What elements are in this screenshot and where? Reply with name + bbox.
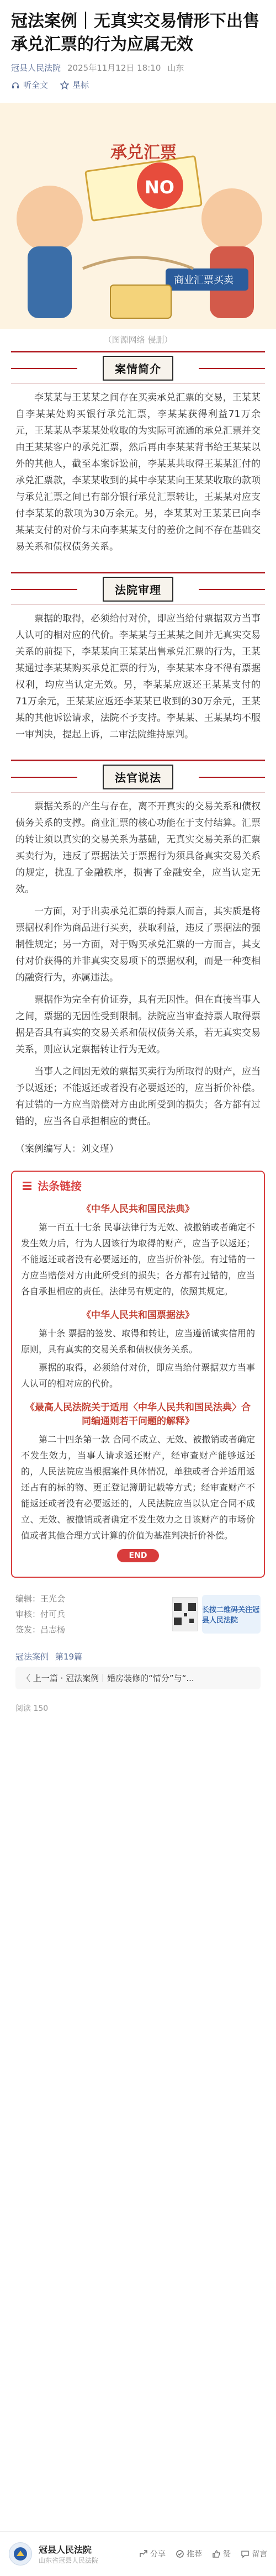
recommend-label: 推荐 (187, 2550, 202, 2559)
like-button[interactable] (212, 2548, 231, 2559)
listen-button[interactable] (11, 79, 48, 91)
credits-list (15, 1591, 65, 1637)
tag-case[interactable]: 冠法案例 (15, 1652, 49, 1662)
account-sub: 山东省冠县人民法院 (39, 2557, 99, 2564)
section-case-intro-title: 案情简介 (103, 356, 173, 381)
law-para-civil-code-1: 第一百五十七条 民事法律行为无效、被撤销或者确定不发生效力后，行为人因该行为取得的财产，应当予以返还；不能返还或者没有必要返还的，应当折价补偿。有过错的一方应当赔偿对方由此所受到的损失；各方都有过错的，应当各自承担相应的责任。法律另有规定的，依照其规定。 (21, 1222, 255, 1297)
share-icon (139, 2549, 148, 2558)
follow-banner[interactable]: 长按二维码关注冠县人民法院 (202, 1595, 261, 1634)
qr-area[interactable] (172, 1595, 261, 1634)
credit-editor: 编辑：王光会 (15, 1594, 66, 1604)
thumb-up-icon (212, 2549, 221, 2558)
end-badge (21, 1549, 255, 1562)
law-name-bill-law: 《中华人民共和国票据法》 (82, 1310, 194, 1321)
tags-row (15, 1651, 261, 1662)
star-icon (60, 81, 69, 89)
law-links-title: 法条链接 (38, 1179, 82, 1193)
credits-area (15, 1591, 261, 1637)
hero-bank-label: 商业汇票买卖 (174, 275, 233, 286)
bottom-bar (0, 2531, 276, 2576)
account-avatar[interactable] (9, 2542, 32, 2566)
recommend-icon (176, 2549, 184, 2558)
footer-actions (139, 2548, 267, 2559)
qr-svg (173, 1602, 197, 1626)
comment-button[interactable] (241, 2548, 267, 2559)
comment-label: 留言 (252, 2550, 267, 2559)
trial-paragraph: 票据的取得，必须给付对价，即应当给付票据双方当事人认可的相对应的代价。李某某与王某某之间并无真实交易关系的前提下，李某某向王某某出售承兑汇票的行为，王某某通过李某某购买承兑汇票的行为，李某某本身不得有票据权利，均应当认定无效。另，李某某应返还王某某支付的71万余元，王某某应返还李某某已收到的30万余元，王某某的其他诉讼请求，法院不予支持。李某某、王某某均不服一审判决，提起上诉，二审法院维持原判。 (15, 613, 261, 740)
hero-bill-label: 承兑汇票 (110, 143, 177, 162)
law-links-header (21, 1177, 255, 1193)
hero-illustration-svg (0, 103, 276, 329)
article-title: 冠法案例｜无真实交易情形下出售承兑汇票的行为应属无效 (11, 12, 259, 54)
case-intro-paragraph: 李某某与王某某之间存在买卖承兑汇票的交易，王某某自李某某处购买银行承兑汇票，李某某获得利益71万余元，王某某从李某某处收取的为实际可流通的承兑汇票并交由王某某客户的承兑汇票，然后再由李某某背书给王某某以外的其他人，截至本案诉讼前，李某某共取得王某某汇付的承兑汇票款，李某某收到的其中李某某向王某某收取的款项与承兑汇票之间已有部分银行承兑汇票转让，王某某对应支付李某某的款项为30万余元。另，李某某对王某某已向李某某支付的对价与未向李某某支付的差价之间不存在基础交易关系和债权债务关系。 (15, 392, 261, 552)
law-name-interpretation: 《最高人民法院关于适用〈中华人民共和国民法典〉合同编通则若干问题的解释》 (25, 1402, 251, 1427)
law-para-interpretation-1: 第二十四条第一款 合同不成立、无效、被撤销或者确定不发生效力，当事人请求返还财产，经审查财产能够返还的，人民法院应当根据案件具体情况，单独或者合并适用返还占有的标的物、更正登记簿册记载等方式；经审查财产不能返还或者没有必要返还的，人民法院应当以认定合同不成立、无效、被撤销或者确定不发生效力之日该财产的市场价值或者其他合理方式计算的价值为基准判决折价补偿。 (21, 1434, 255, 1541)
law-links-box (11, 1171, 265, 1578)
end-label: END (117, 1549, 160, 1562)
court-emblem-icon (13, 2546, 28, 2562)
hero-illustration (0, 103, 276, 329)
article-source-link[interactable]: 冠县人民法院 (11, 63, 61, 73)
share-button[interactable] (139, 2548, 166, 2559)
star-label: 星标 (72, 80, 89, 90)
prev-article-link[interactable]: 〈 上一篇 · 冠法案例｜婚房装修的“情分”与“... (22, 1673, 194, 1683)
judge-paragraph-2: 一方面，对于出卖承兑汇票的持票人而言，其实质是将票据权利作为商品进行买卖，获取利益，违反了票据法的强制性规定；另一方面，对于购买承兑汇票的一方而言，其支付对价获得的并非真实交易项下的票据权利，而是一种变相的融资行为，亦属违法。 (15, 906, 261, 983)
section-judge-title: 法官说法 (103, 765, 173, 789)
credit-sign: 签发：吕志杨 (15, 1625, 66, 1635)
hero-no-label: NO (145, 177, 174, 198)
section-judge-header (11, 760, 265, 793)
star-button[interactable] (60, 79, 89, 91)
editor-note: （案例编写人：刘文瑾） (15, 1144, 119, 1155)
law-para-bill-law-2: 票据的取得，必须给付对价，即应当给付票据双方当事人认可的相对应的代价。 (21, 1362, 255, 1389)
tag-count: 第19篇 (55, 1652, 83, 1662)
read-count: 阅读 150 (15, 1704, 49, 1713)
law-name-civil-code: 《中华人民共和国民法典》 (82, 1204, 194, 1215)
listen-label: 听全文 (23, 80, 49, 90)
credit-review: 审核：付可兵 (15, 1609, 66, 1619)
law-para-bill-law-1: 第十条 票据的签发、取得和转让，应当遵循诚实信用的原则，具有真实的交易关系和债权债务关系。 (21, 1328, 255, 1355)
like-label: 赞 (223, 2550, 231, 2559)
comment-icon (241, 2549, 250, 2558)
share-label: 分享 (150, 2550, 166, 2559)
list-icon (21, 1179, 33, 1192)
account-info[interactable] (39, 2543, 98, 2565)
article-date: 2025年11月12日 18:10 (67, 63, 161, 73)
judge-paragraph-1: 票据关系的产生与存在，离不开真实的交易关系和债权债务关系的支撑。商业汇票的核心功能在于支付结算。汇票的转让须以真实的交易关系为基础，无真实交易关系的汇票买卖行为，违反了票据法关于票据行为须具备真实交易关系的规定，扰乱了金融秩序，损害了金融安全，应当认定无效。 (15, 801, 261, 895)
account-name: 冠县人民法院 (39, 2545, 92, 2555)
recommend-button[interactable] (176, 2548, 202, 2559)
qr-code-icon[interactable] (172, 1597, 198, 1631)
article-meta (11, 62, 265, 73)
section-trial-header (11, 572, 265, 605)
headphone-icon (11, 81, 20, 89)
hero-caption: （图源网络 侵删） (103, 335, 173, 345)
article-header (0, 0, 276, 95)
judge-paragraph-4: 当事人之间因无效的票据买卖行为所取得的财产，应当予以返还；不能返还或者没有必要返还的，应当折价补偿。有过错的一方应当赔偿对方由此所受到的损失；各方都有过错的，应当各自承担相应的责任。 (15, 1066, 261, 1127)
section-case-intro-header (11, 351, 265, 384)
article-actions (11, 79, 265, 91)
prev-article-nav[interactable] (15, 1667, 261, 1689)
section-trial-title: 法院审理 (103, 577, 173, 602)
article-location: 山东 (167, 63, 184, 73)
judge-paragraph-3: 票据作为完全有价证券，具有无因性。但在直接当事人之间，票据的无因性受到限制。法院应当审查持票人取得票据是否具有真实的交易关系和债权债务关系，若无真实交易关系，则应认定票据转让行为无效。 (15, 994, 261, 1055)
